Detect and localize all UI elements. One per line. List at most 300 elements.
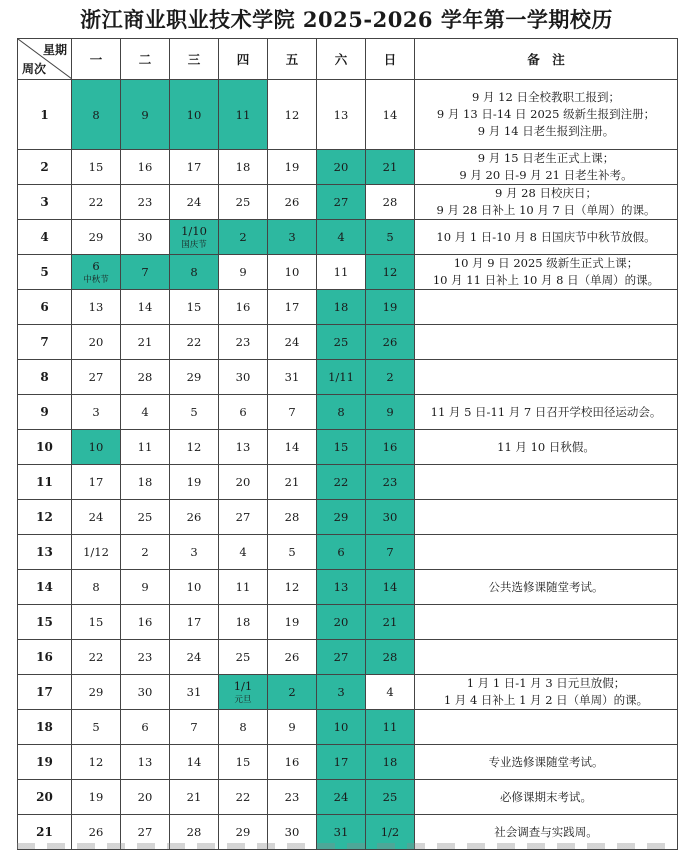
date-cell (268, 640, 317, 675)
date-value: 6 (92, 258, 100, 273)
header-thu: 四 (219, 39, 268, 80)
date-cell-holiday (317, 710, 366, 745)
date-value: 12 (382, 265, 398, 279)
date-value: 22 (186, 335, 202, 349)
notes-cell (415, 675, 678, 710)
date-cell (170, 780, 219, 815)
date-value: 14 (284, 440, 300, 454)
date-value: 8 (239, 720, 247, 734)
date-value: 29 (235, 825, 251, 839)
date-cell-holiday (317, 325, 366, 360)
notes-cell (415, 745, 678, 780)
date-value: 24 (333, 790, 349, 804)
date-cell-holiday (317, 150, 366, 185)
week-row (18, 465, 678, 500)
header-fri: 五 (268, 39, 317, 80)
date-value: 3 (337, 685, 345, 699)
notes-cell (415, 255, 678, 290)
date-cell-holiday (170, 80, 219, 150)
date-cell (219, 360, 268, 395)
date-value: 18 (137, 475, 153, 489)
week-number: 7 (18, 325, 72, 360)
notes-cell (415, 395, 678, 430)
date-value: 15 (88, 615, 104, 629)
week-row (18, 325, 678, 360)
week-number: 11 (18, 465, 72, 500)
date-value: 21 (186, 790, 202, 804)
date-value: 23 (235, 335, 251, 349)
date-value: 13 (235, 440, 251, 454)
date-value: 1/2 (380, 825, 400, 839)
date-cell (72, 780, 121, 815)
date-cell (121, 185, 170, 220)
date-value: 13 (137, 755, 153, 769)
date-value: 16 (137, 615, 153, 629)
date-cell-holiday (317, 780, 366, 815)
date-cell (268, 430, 317, 465)
calendar-body (18, 80, 678, 850)
date-cell-holiday (366, 290, 415, 325)
date-cell-holiday (72, 80, 121, 150)
date-cell-holiday (366, 325, 415, 360)
date-cell-holiday (317, 430, 366, 465)
date-value: 4 (386, 685, 394, 699)
date-cell (268, 150, 317, 185)
date-value: 9 (141, 580, 149, 594)
date-value: 20 (88, 335, 104, 349)
date-cell-holiday (317, 640, 366, 675)
date-value: 5 (92, 720, 100, 734)
date-value: 26 (88, 825, 104, 839)
date-cell (268, 535, 317, 570)
date-value: 25 (333, 335, 349, 349)
week-number: 12 (18, 500, 72, 535)
date-value: 17 (284, 300, 300, 314)
date-value: 29 (186, 370, 202, 384)
date-value: 9 (141, 107, 149, 122)
date-cell (121, 500, 170, 535)
date-cell (268, 710, 317, 745)
note-line: 10 月 9 日 2025 级新生正式上课； (453, 256, 639, 270)
date-value: 20 (137, 790, 153, 804)
date-value: 27 (88, 370, 104, 384)
week-row (18, 675, 678, 710)
date-cell-holiday (317, 465, 366, 500)
date-value: 19 (284, 615, 300, 629)
date-value: 24 (186, 650, 202, 664)
date-value: 26 (382, 335, 398, 349)
date-value: 25 (235, 650, 251, 664)
date-value: 17 (88, 475, 104, 489)
date-value: 1/1 (233, 678, 253, 693)
header-mon: 一 (72, 39, 121, 80)
date-cell (268, 605, 317, 640)
date-cell (170, 185, 219, 220)
date-cell (121, 605, 170, 640)
date-value: 28 (186, 825, 202, 839)
date-value: 18 (382, 755, 398, 769)
date-value: 27 (333, 195, 349, 209)
date-value: 24 (284, 335, 300, 349)
week-row (18, 430, 678, 465)
note-line: 9 月 13 日-14 日 2025 级新生报到注册； (436, 107, 656, 121)
date-cell (72, 150, 121, 185)
date-value: 5 (190, 405, 198, 419)
date-value: 2 (141, 545, 149, 559)
date-cell (366, 80, 415, 150)
holiday-label: 元旦 (234, 694, 252, 705)
date-value: 23 (382, 475, 398, 489)
date-cell-holiday (317, 570, 366, 605)
header-row (18, 39, 678, 80)
date-cell-holiday (170, 220, 219, 255)
date-value: 8 (92, 580, 100, 594)
date-cell (219, 640, 268, 675)
date-cell (170, 395, 219, 430)
date-cell (121, 430, 170, 465)
date-cell (72, 675, 121, 710)
week-row (18, 535, 678, 570)
date-cell (268, 325, 317, 360)
week-number: 3 (18, 185, 72, 220)
week-row (18, 570, 678, 605)
date-cell-holiday (366, 570, 415, 605)
date-cell (219, 430, 268, 465)
date-value: 18 (235, 160, 251, 174)
date-cell (268, 290, 317, 325)
date-value: 9 (239, 265, 247, 279)
date-value: 14 (382, 107, 398, 122)
date-value: 15 (186, 300, 202, 314)
date-cell (170, 640, 219, 675)
note-line: 9 月 15 日老生正式上课； (477, 151, 615, 165)
date-cell (170, 150, 219, 185)
date-value: 19 (382, 300, 398, 314)
date-cell (72, 290, 121, 325)
page-title: 浙江商业职业技术学院 2025-2026 学年第一学期校历 (80, 7, 613, 32)
date-value: 3 (288, 230, 296, 244)
note-line: 必修课期末考试。 (500, 789, 592, 804)
date-value: 30 (235, 370, 251, 384)
date-value: 29 (88, 685, 104, 699)
notes-cell (415, 500, 678, 535)
date-value: 27 (333, 650, 349, 664)
date-value: 30 (382, 510, 398, 524)
date-cell-holiday (366, 500, 415, 535)
date-cell-holiday (170, 255, 219, 290)
note-line: 9 月 20 日-9 月 21 日老生补考。 (459, 168, 633, 182)
date-value: 27 (137, 825, 153, 839)
date-value: 17 (186, 160, 202, 174)
date-cell (219, 500, 268, 535)
week-row (18, 640, 678, 675)
date-value: 4 (141, 405, 149, 419)
note-line: 11 月 10 日秋假。 (497, 439, 595, 454)
note-line: 专业选修课随堂考试。 (488, 754, 604, 769)
date-value: 16 (284, 755, 300, 769)
school-calendar-table (17, 38, 678, 850)
date-value: 7 (141, 265, 149, 279)
date-cell-holiday (366, 780, 415, 815)
date-cell (72, 570, 121, 605)
date-cell-holiday (219, 80, 268, 150)
date-value: 10 (186, 107, 202, 122)
date-cell (219, 605, 268, 640)
date-value: 24 (88, 510, 104, 524)
note-line: 9 月 12 日全校教职工报到； (472, 90, 620, 104)
note-line: 10 月 11 日补上 10 月 8 日（单周）的课。 (432, 273, 660, 287)
date-value: 28 (382, 195, 398, 209)
date-value: 13 (88, 300, 104, 314)
date-cell (121, 395, 170, 430)
week-number: 18 (18, 710, 72, 745)
date-value: 22 (333, 475, 349, 489)
date-cell (170, 535, 219, 570)
week-number: 14 (18, 570, 72, 605)
date-value: 14 (137, 300, 153, 314)
header-sat: 六 (317, 39, 366, 80)
date-cell (72, 465, 121, 500)
date-cell (268, 395, 317, 430)
date-cell-holiday (317, 605, 366, 640)
date-cell (72, 605, 121, 640)
week-number: 10 (18, 430, 72, 465)
date-cell (268, 465, 317, 500)
date-cell-holiday (72, 255, 121, 290)
date-value: 26 (186, 510, 202, 524)
date-cell-holiday (268, 220, 317, 255)
date-cell (72, 395, 121, 430)
date-value: 5 (386, 230, 394, 244)
date-value: 28 (137, 370, 153, 384)
date-value: 21 (382, 160, 398, 174)
date-value: 29 (333, 510, 349, 524)
date-cell (366, 675, 415, 710)
date-cell-holiday (317, 745, 366, 780)
date-value: 10 (284, 265, 300, 279)
date-cell (170, 500, 219, 535)
week-row (18, 290, 678, 325)
week-number: 21 (18, 815, 72, 850)
week-row (18, 780, 678, 815)
date-value: 9 (386, 405, 394, 419)
date-cell (72, 325, 121, 360)
date-value: 13 (333, 107, 349, 122)
date-cell-holiday (317, 500, 366, 535)
date-value: 1/12 (83, 545, 109, 559)
date-value: 18 (333, 300, 349, 314)
date-cell-holiday (121, 80, 170, 150)
date-value: 14 (382, 580, 398, 594)
date-cell-holiday (366, 220, 415, 255)
week-number: 15 (18, 605, 72, 640)
notes-cell (415, 465, 678, 500)
date-cell-holiday (121, 255, 170, 290)
date-value: 15 (88, 160, 104, 174)
date-value: 20 (235, 475, 251, 489)
date-cell (170, 290, 219, 325)
date-cell (170, 360, 219, 395)
date-cell (219, 535, 268, 570)
date-value: 1/10 (181, 223, 207, 238)
date-value: 12 (88, 755, 104, 769)
week-number: 8 (18, 360, 72, 395)
date-value: 9 (288, 720, 296, 734)
date-value: 10 (186, 580, 202, 594)
date-cell-holiday (219, 675, 268, 710)
notes-cell (415, 430, 678, 465)
week-number: 6 (18, 290, 72, 325)
date-cell-holiday (317, 220, 366, 255)
note-line: 10 月 1 日-10 月 8 日国庆节中秋节放假。 (436, 229, 656, 244)
date-value: 18 (235, 615, 251, 629)
date-value: 23 (284, 790, 300, 804)
week-row (18, 605, 678, 640)
date-cell (121, 570, 170, 605)
date-cell-holiday (366, 255, 415, 290)
notes-cell (415, 640, 678, 675)
date-value: 7 (190, 720, 198, 734)
notes-cell (415, 710, 678, 745)
date-value: 11 (137, 440, 153, 454)
date-cell (170, 710, 219, 745)
date-cell (72, 640, 121, 675)
week-row (18, 220, 678, 255)
date-cell (219, 570, 268, 605)
date-value: 21 (137, 335, 153, 349)
note-line: 9 月 28 日校庆日； (495, 186, 597, 200)
notes-cell (415, 570, 678, 605)
date-value: 2 (288, 685, 296, 699)
date-cell (170, 605, 219, 640)
notes-cell (415, 290, 678, 325)
date-value: 12 (284, 580, 300, 594)
date-cell (268, 745, 317, 780)
date-cell (268, 780, 317, 815)
date-cell (219, 395, 268, 430)
date-value: 12 (186, 440, 202, 454)
notes-cell (415, 535, 678, 570)
notes-cell (415, 360, 678, 395)
date-value: 6 (239, 405, 247, 419)
date-value: 25 (235, 195, 251, 209)
date-cell-holiday (366, 360, 415, 395)
date-value: 2 (386, 370, 394, 384)
corner-week-label: 周次 (22, 62, 47, 76)
date-value: 26 (284, 650, 300, 664)
date-value: 19 (88, 790, 104, 804)
holiday-label: 中秋节 (83, 274, 109, 285)
date-cell-holiday (317, 395, 366, 430)
date-value: 20 (333, 160, 349, 174)
date-cell-holiday (72, 430, 121, 465)
date-value: 10 (88, 440, 104, 454)
corner-weekday-label: 星期 (42, 43, 67, 57)
date-value: 11 (235, 107, 251, 122)
notes-cell (415, 605, 678, 640)
date-value: 8 (92, 107, 100, 122)
week-row (18, 255, 678, 290)
date-cell-holiday (366, 745, 415, 780)
date-value: 29 (88, 230, 104, 244)
date-cell (219, 290, 268, 325)
date-cell (268, 255, 317, 290)
date-value: 28 (382, 650, 398, 664)
date-cell (268, 80, 317, 150)
date-cell (72, 500, 121, 535)
date-value: 8 (337, 405, 345, 419)
date-cell-holiday (317, 290, 366, 325)
date-value: 7 (288, 405, 296, 419)
date-cell (72, 360, 121, 395)
date-value: 6 (337, 545, 345, 559)
header-wed: 三 (170, 39, 219, 80)
date-value: 16 (235, 300, 251, 314)
date-value: 19 (284, 160, 300, 174)
date-cell-holiday (317, 535, 366, 570)
week-row (18, 185, 678, 220)
date-cell (170, 675, 219, 710)
week-number: 2 (18, 150, 72, 185)
week-number: 17 (18, 675, 72, 710)
date-value: 15 (333, 440, 349, 454)
week-row (18, 80, 678, 150)
date-cell (317, 255, 366, 290)
note-line: 1 月 4 日补上 1 月 2 日（单周）的课。 (443, 693, 649, 707)
date-value: 23 (137, 195, 153, 209)
date-cell-holiday (366, 395, 415, 430)
date-cell-holiday (366, 535, 415, 570)
week-row (18, 745, 678, 780)
date-value: 8 (190, 265, 198, 279)
date-cell (219, 465, 268, 500)
date-cell (170, 465, 219, 500)
date-cell-holiday (317, 675, 366, 710)
date-cell (219, 150, 268, 185)
date-cell (219, 710, 268, 745)
date-cell (121, 535, 170, 570)
week-row (18, 710, 678, 745)
date-cell (121, 150, 170, 185)
week-number: 1 (18, 80, 72, 150)
date-value: 1/11 (328, 370, 354, 384)
week-number: 16 (18, 640, 72, 675)
week-row (18, 395, 678, 430)
week-number: 5 (18, 255, 72, 290)
date-value: 13 (333, 580, 349, 594)
date-cell (268, 570, 317, 605)
notes-cell (415, 80, 678, 150)
date-value: 15 (235, 755, 251, 769)
date-cell (219, 780, 268, 815)
date-value: 11 (333, 265, 349, 279)
date-cell (72, 535, 121, 570)
date-cell (170, 570, 219, 605)
date-value: 31 (284, 370, 300, 384)
date-cell (219, 255, 268, 290)
date-cell (268, 360, 317, 395)
date-cell (72, 710, 121, 745)
date-value: 11 (382, 720, 398, 734)
date-cell (170, 325, 219, 360)
notes-cell (415, 220, 678, 255)
header-sun: 日 (366, 39, 415, 80)
date-value: 25 (137, 510, 153, 524)
date-cell (219, 325, 268, 360)
date-cell (219, 745, 268, 780)
date-cell (268, 500, 317, 535)
date-value: 3 (190, 545, 198, 559)
